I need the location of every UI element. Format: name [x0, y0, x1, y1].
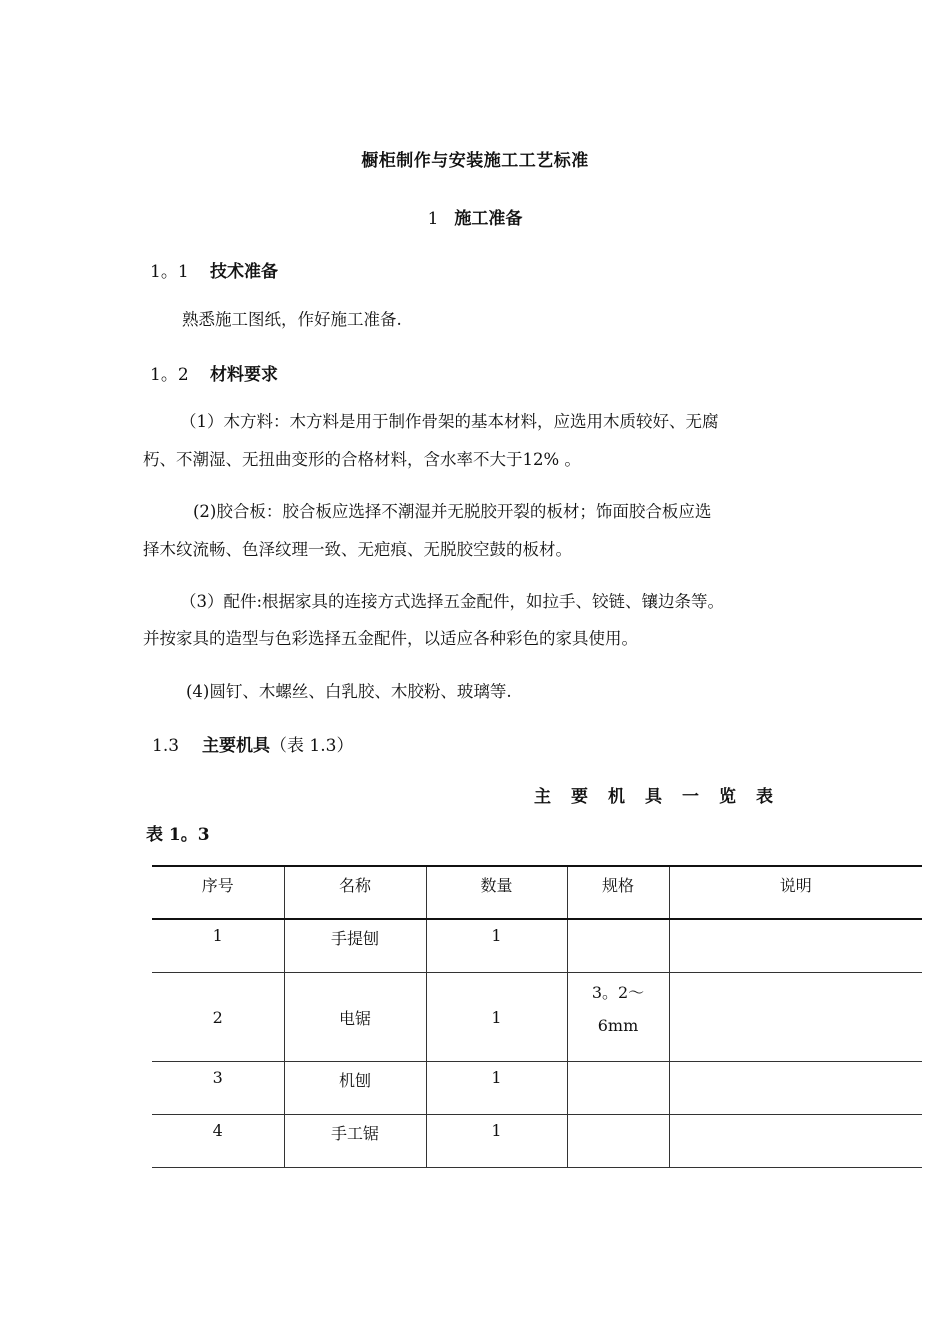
table-row	[152, 973, 922, 1062]
header-cell-name: 名称	[284, 866, 426, 919]
table-row	[152, 919, 922, 973]
cell-spec-line-1: 3。2～	[591, 983, 645, 1002]
material-paragraph-4: (4)圆钉、木螺丝、白乳胶、木胶粉、玻璃等.	[186, 682, 512, 701]
cell-qty: 1	[426, 919, 567, 973]
section-1-2-heading	[150, 360, 278, 385]
section-1-number: 1	[427, 209, 439, 229]
section-1-1-heading	[150, 257, 278, 282]
cell-name: 手工锯	[284, 1115, 426, 1168]
table-header-row	[152, 866, 922, 919]
cell-spec-line-2: 6mm	[597, 1016, 639, 1035]
section-1-2-number: 1。2	[150, 365, 189, 385]
table-caption: 主要机具一览表	[534, 787, 793, 807]
section-1-3-title: 主要机具	[202, 736, 270, 756]
cell-note	[669, 973, 922, 1062]
tools-table	[152, 865, 922, 1168]
material-paragraph-3-line-1: （3）配件:根据家具的连接方式选择五金配件，如拉手、铰链、镶边条等。	[180, 592, 725, 611]
material-paragraph-1-line-1: （1）木方料：木方料是用于制作骨架的基本材料，应选用木质较好、无腐	[180, 412, 719, 431]
cell-qty: 1	[426, 973, 567, 1062]
header-cell-spec: 规格	[567, 866, 669, 919]
document-title: 橱柜制作与安装施工工艺标准	[361, 151, 589, 171]
section-1-3-number: 1.3	[152, 736, 180, 756]
cell-spec	[567, 919, 669, 973]
cell-no: 4	[152, 1115, 284, 1168]
cell-spec	[567, 1062, 669, 1115]
section-1-title: 施工准备	[454, 209, 523, 229]
material-paragraph-2-line-2: 择木纹流畅、色泽纹理一致、无疤痕、无脱胶空鼓的板材。	[143, 540, 572, 559]
section-1-1-text: 熟悉施工图纸，作好施工准备.	[182, 310, 402, 329]
cell-note	[669, 1115, 922, 1168]
header-cell-no: 序号	[152, 866, 284, 919]
table-number: 表 1。3	[146, 825, 210, 845]
cell-no: 1	[152, 919, 284, 973]
cell-spec	[567, 1115, 669, 1168]
table-row	[152, 1062, 922, 1115]
header-cell-note: 说明	[669, 866, 922, 919]
section-1-3-heading	[152, 731, 353, 756]
material-paragraph-2-line-1: (2)胶合板：胶合板应选择不潮湿并无脱胶开裂的板材；饰面胶合板应选	[193, 502, 712, 521]
cell-no: 2	[152, 973, 284, 1062]
cell-name: 电锯	[284, 973, 426, 1062]
cell-qty: 1	[426, 1062, 567, 1115]
material-paragraph-1-line-2: 朽、不潮湿、无扭曲变形的合格材料，含水率不大于12% 。	[143, 450, 581, 469]
cell-qty: 1	[426, 1115, 567, 1168]
section-1-heading	[0, 204, 950, 229]
material-paragraph-3-line-2: 并按家具的造型与色彩选择五金配件，以适应各种彩色的家具使用。	[143, 629, 638, 648]
cell-name: 机刨	[284, 1062, 426, 1115]
cell-name: 手提刨	[284, 919, 426, 973]
section-1-1-number: 1。1	[150, 262, 189, 282]
header-cell-qty: 数量	[426, 866, 567, 919]
cell-spec	[567, 973, 669, 1062]
cell-no: 3	[152, 1062, 284, 1115]
section-1-3-table-ref: （表 1.3）	[270, 736, 354, 756]
table-row	[152, 1115, 922, 1168]
cell-note	[669, 1062, 922, 1115]
section-1-1-title: 技术准备	[210, 262, 278, 282]
cell-note	[669, 919, 922, 973]
section-1-2-title: 材料要求	[210, 365, 278, 385]
